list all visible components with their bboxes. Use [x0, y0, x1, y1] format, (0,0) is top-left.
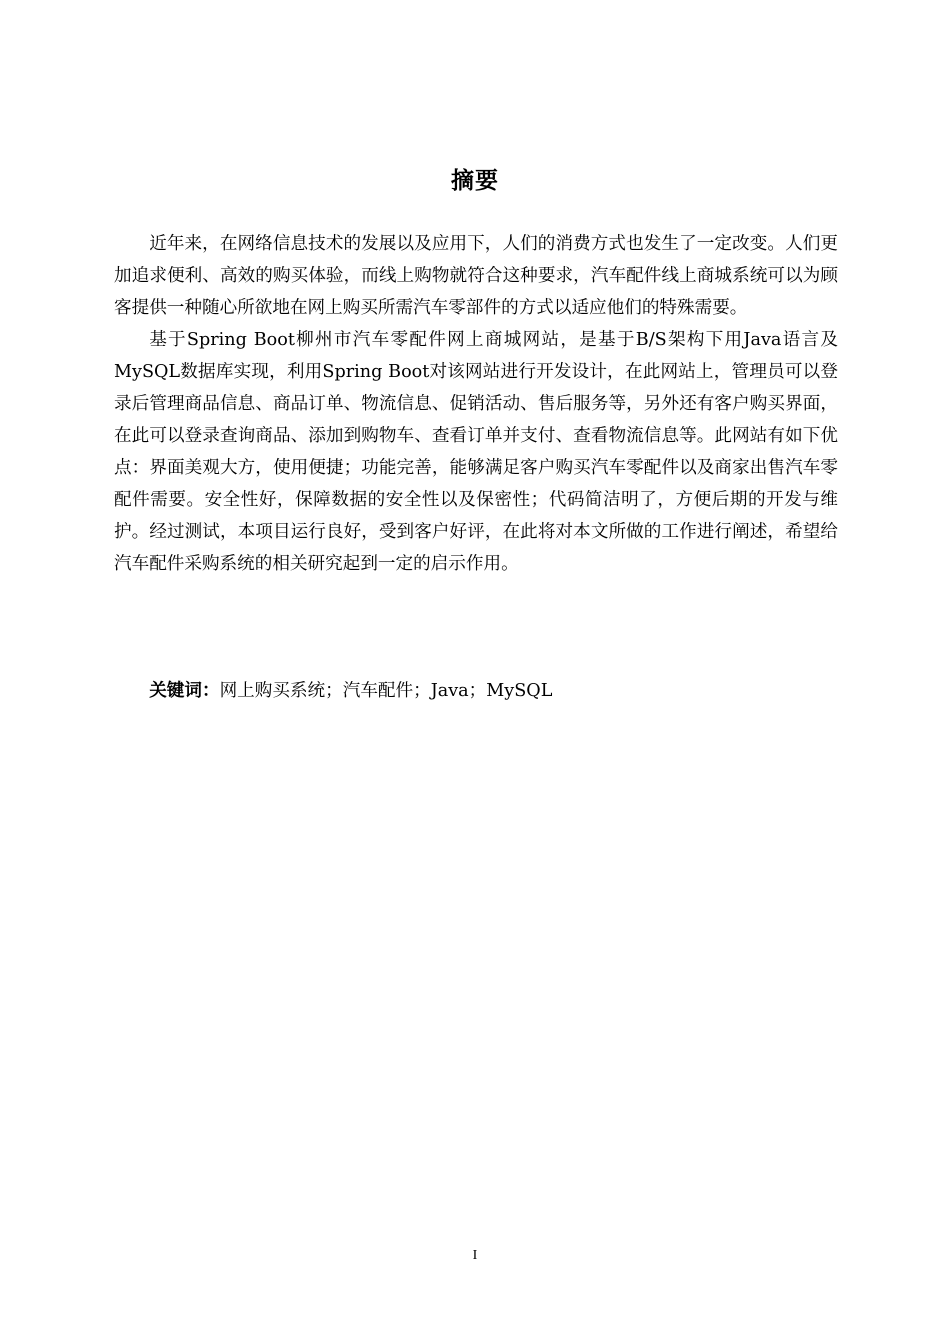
abstract-title: 摘要 — [451, 168, 499, 194]
keywords-line — [114, 675, 838, 707]
abstract-paragraph-2: 基于Spring Boot柳州市汽车零配件网上商城网站，是基于B/S架构下用Java语言及MySQL数据库实现，利用Spring Boot对该网站进行开发设计，在此网站上，管理员可以登录后管理商品信息、商品订单、物流信息、促销活动、售后服务等，另外还有客户购买界面，在此可以登录查询商品、添加到购物车、查看订单并支付、查看物流信息等。此网站有如下优点：界面美观大方，使用便捷；功能完善，能够满足客户购买汽车零配件以及商家出售汽车零配件需要。安全性好，保障数据的安全性以及保密性；代码简洁明了，方便后期的开发与维护。经过测试，本项目运行良好，受到客户好评，在此将对本文所做的工作进行阐述，希望给汽车配件采购系统的相关研究起到一定的启示作用。 — [114, 330, 838, 574]
abstract-body — [114, 228, 838, 580]
page-number: I — [472, 1248, 478, 1263]
abstract-paragraph-1: 近年来，在网络信息技术的发展以及应用下，人们的消费方式也发生了一定改变。人们更加追求便利、高效的购买体验，而线上购物就符合这种要求，汽车配件线上商城系统可以为顾客提供一种随心所欲地在网上购买所需汽车零部件的方式以适应他们的特殊需要。 — [114, 234, 838, 318]
keywords-text: 网上购买系统；汽车配件；Java；MySQL — [219, 681, 553, 701]
keywords-label: 关键词： — [149, 681, 220, 701]
